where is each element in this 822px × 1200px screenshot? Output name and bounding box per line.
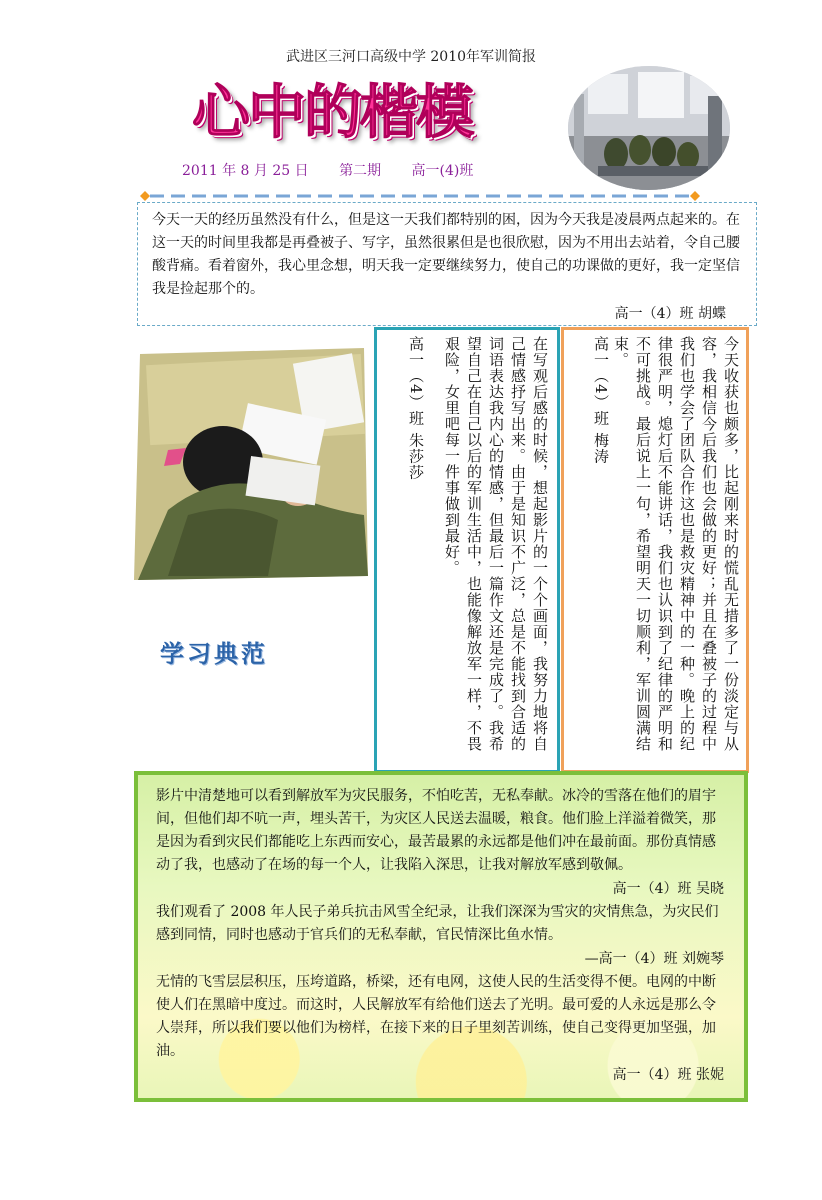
school-header: 武进区三河口高级中学 2010年军训简报: [285, 49, 537, 65]
vertical-essay-orange-signature: 高一（4）班 梅涛: [592, 336, 610, 465]
vertical-essay-blue-text: 在写观后感的时候，想起影片的一个个画面，我努力地将自己情感抒写出来。由于是知识不广泛，总是不能找到合适的词语表达我内心的情感，但最后一篇作文还是完成了。我希望自己在自己以后的军训生活中，也能像解放军一样，不畏艰险，女里吧每一件事做到最好。: [443, 336, 549, 752]
bottom-signature-3: 高一（4）班 张妮: [612, 1067, 724, 1083]
masthead-title: 心中的楷模: [192, 78, 473, 146]
issue-number: 第二期: [339, 163, 382, 179]
bottom-signature-2: —高一（4）班 刘婉琴: [584, 951, 724, 967]
bottom-paragraph-1: 影片中清楚地可以看到解放军为灾民服务，不怕吃苦，无私奉献。冰冷的雪落在他们的眉宇间，但他们却不吭一声，埋头苦干，为灾区人民送去温暖，粮食。他们脸上洋溢着微笑，那是因为看到灾民们都能吃上东西而安心，最苦最累的永远都是他们冲在最前面。那份真情感动了我，也感动了在场的每一个人，让我陷入深思，让我对解放军感到敬佩。: [156, 788, 716, 873]
section-label: 学习典范: [160, 640, 268, 668]
vertical-essay-orange-box: [561, 327, 749, 773]
dormitory-photo: [568, 66, 730, 190]
top-essay-text: 今天一天的经历虽然没有什么，但是这一天我们都特别的困，因为今天我是凌晨两点起来的。在这一天的时间里我都是再叠被子、写字，虽然很累但是也很欣慰，因为不用出去站着，令自己腰酸背痛。看着窗外，我心里念想，明天我一定要继续努力，使自己的功课做的更好，我一定坚信我是捡起那个的。: [152, 212, 740, 297]
issue-line: [182, 160, 502, 180]
study-photo: [128, 340, 374, 586]
bottom-signature-1: 高一（4）班 吴晓: [612, 881, 724, 897]
issue-date: 2011 年 8 月 25 日: [182, 163, 309, 179]
top-essay-signature: 高一（4）班 胡蝶: [614, 306, 726, 322]
issue-class: 高一(4)班: [411, 163, 474, 179]
vertical-essay-orange-text: 今天收获也颇多，比起刚来时的慌乱无措多了一份淡定与从容，我相信今后我们也会做的更好；并且在叠被子的过程中我们也学会了团队合作这也是救灾精神中的一种。晚上的纪律很严明，熄灯后不能讲话，我们也认识到了纪律的严明和不可挑战。最后说上一句，希望明天一切顺利，军训圆满结束。: [612, 336, 740, 752]
bottom-paragraph-2: 我们观看了 2008 年人民子弟兵抗击风雪全纪录，让我们深深为雪灾的灾情焦急，为灾民们感到同情，同时也感动于官兵们的无私奉献，官民情深比鱼水情。: [156, 904, 719, 943]
bottom-essays-box: [134, 771, 748, 1102]
vertical-essay-blue-box: [374, 327, 560, 773]
dashed-divider: [140, 186, 700, 196]
bottom-paragraph-3: 无情的飞雪层层积压，压垮道路，桥梁，还有电网，这使人民的生活变得不便。电网的中断使人们在黑暗中度过。而这时，人民解放军有给他们送去了光明。最可爱的人永远是那么令人崇拜，所以我们要以他们为榜样，在接下来的日子里刻苦训练，使自己变得更加坚强，加油。: [156, 974, 716, 1059]
vertical-essay-blue-signature: 高一（4）班 朱莎莎: [407, 336, 425, 481]
top-essay-box: [137, 202, 757, 326]
